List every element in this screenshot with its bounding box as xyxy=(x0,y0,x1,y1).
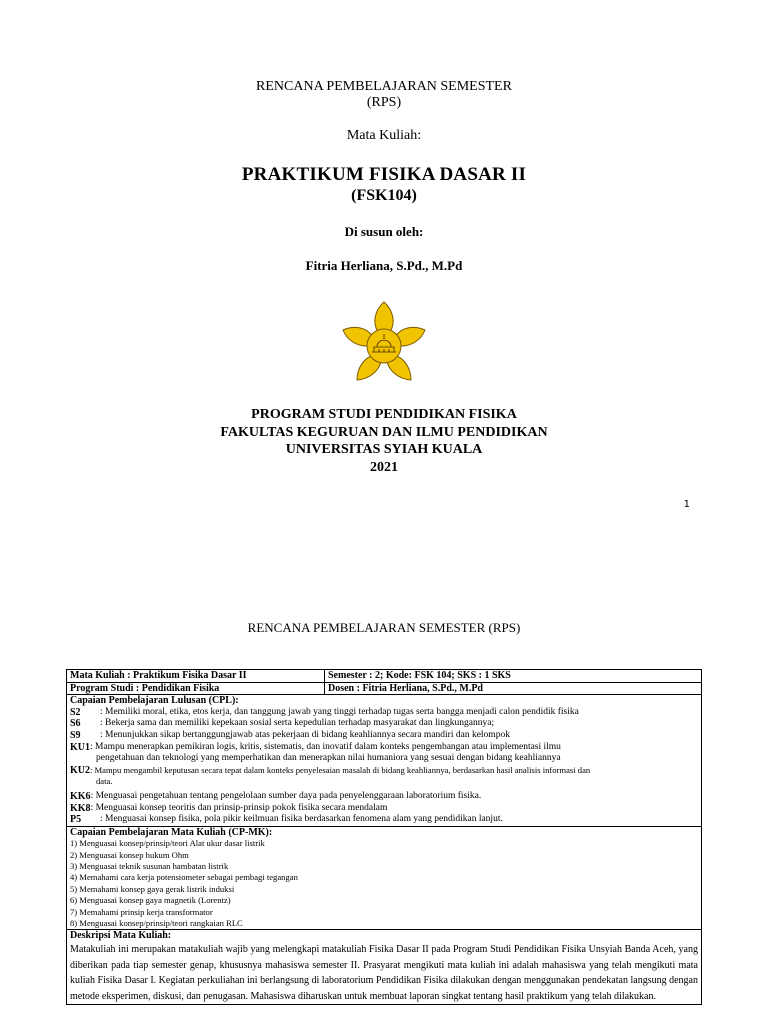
kk-item: P5 : Menguasai konsep fisika, pola pikir keilmuan fisika berdasarkan fenomena alam yang pendidikan lanjut. xyxy=(70,814,503,826)
cpl-item: S6 : Bekerja sama dan memiliki kepekaan sosial serta kepedulian terhadap masyarakat dan lingkungannya; xyxy=(70,718,495,730)
university-crest-icon xyxy=(339,300,429,384)
cpl-title: Capaian Pembelajaran Lulusan (CPL): xyxy=(70,695,239,707)
cpmk-item: 2) Menguasai konsep hukum Ohm xyxy=(70,849,189,860)
cpl-item: S2 : Memiliki moral, etika, etos kerja, dan tanggung jawab yang tinggi terhadap tugas serta bangga menjadi calon pendidik fisika xyxy=(70,706,579,718)
rps-table xyxy=(66,669,702,1005)
ku1-continuation: pengetahuan dan teknologi yang memperhatikan dan menerapkan nilai humaniora yang sesuai dengan bidang keahliannya xyxy=(96,753,561,764)
description-text: Matakuliah ini merupakan matakuliah wajib yang melengkapi matakuliah Fisika Dasar II pada Program Studi Pendidikan Fisika Unsyiah Banda Aceh, yang diberikan pada tiap semester genap, khususnya mahasiswa semester II. Prasyarat mengikuti mata kuliah ini adalah mahasiswa yang telah mengikuti mata kuliah Fisika Dasar I. Kegiatan perkuliahan ini berlangsung di laboratorium Pendidikan Fisika dilakukan dengan menggunakan pendekatan langsung dengan metode eksperimen, diskusi, dan penugasan. Mahasiswa diharuskan untuk membuat laporan singkat tentang hasil praktikum yang telah dilakukan. xyxy=(70,943,698,1002)
author-name: Fitria Herliana, S.Pd., M.Pd xyxy=(305,258,463,273)
program-line1: PROGRAM STUDI PENDIDIKAN FISIKA xyxy=(251,407,517,422)
program-line2: FAKULTAS KEGURUAN DAN ILMU PENDIDIKAN xyxy=(220,425,548,440)
cpmk-item: 5) Memahami konsep gaya gerak listrik induksi xyxy=(70,883,235,894)
description-title: Deskripsi Mata Kuliah: xyxy=(70,930,172,942)
ku2-continuation: data. xyxy=(96,776,113,787)
description-cell xyxy=(67,930,702,1005)
cover-year: 2021 xyxy=(370,460,398,475)
cpmk-item: 4) Memahami cara kerja potensiometer sebagai pembagi tegangan xyxy=(70,872,298,883)
cpmk-title: Capaian Pembelajaran Mata Kuliah (CP-MK): xyxy=(70,826,273,838)
course-cell: Mata Kuliah : Praktikum Fisika Dasar II xyxy=(67,670,325,683)
cpmk-item: 3) Menguasai teknik susunan hambatan listrik xyxy=(70,860,229,871)
table-row xyxy=(67,695,702,827)
cover-title-line1: RENCANA PEMBELAJARAN SEMESTER xyxy=(256,79,512,94)
cpmk-item: 1) Menguasai konsep/prinsip/teori Alat ukur dasar listrik xyxy=(70,838,265,849)
author-label: Di susun oleh: xyxy=(344,224,424,239)
lecturer-cell: Dosen : Fitria Herliana, S.Pd., M.Pd xyxy=(325,682,702,695)
program-line3: UNIVERSITAS SYIAH KUALA xyxy=(285,442,483,457)
table-row xyxy=(67,826,702,930)
page-number: 1 xyxy=(683,499,690,510)
cpmk-item: 8) Menguasai konsep/prinsip/teori rangkaian RLC xyxy=(70,917,243,928)
page2-heading: RENCANA PEMBELAJARAN SEMESTER (RPS) xyxy=(247,620,521,635)
kk-item: KK6 : Menguasai pengetahuan tentang pengelolaan sumber daya pada penyelenggaraan laboratorium fisika. xyxy=(70,790,482,802)
cpl-item: S9 : Menunjukkan sikap bertanggungjawab atas pekerjaan di bidang keahliannya secara mandiri dan kelompok xyxy=(70,729,510,741)
cpmk-cell xyxy=(67,826,702,930)
table-row xyxy=(67,670,702,683)
ku1-item: KU1 : Mampu menerapkan pemikiran logis, kritis, sistematis, dan inovatif dalam konteks pengembangan atau implementasi ilmu xyxy=(70,741,561,753)
kk-item: KK8 : Menguasai konsep teoritis dan prinsip-prinsip pokok fisika secara mendalam xyxy=(70,802,388,814)
cover-title-line2: (RPS) xyxy=(366,95,402,110)
program-cell: Program Studi : Pendidikan Fisika xyxy=(67,682,325,695)
semester-cell: Semester : 2; Kode: FSK 104; SKS : 1 SKS xyxy=(325,670,702,683)
ku2-item: KU2 : Mampu mengambil keputusan secara tepat dalam konteks penyelesaian masalah di bidang keahliannya, berdasarkan hasil analisis informasi dan xyxy=(70,764,591,776)
table-row xyxy=(67,930,702,1005)
cpmk-item: 7) Memahami prinsip kerja transformator xyxy=(70,906,213,917)
table-row xyxy=(67,682,702,695)
cpl-cell xyxy=(67,695,702,827)
course-label: Mata Kuliah: xyxy=(346,128,422,143)
course-code: (FSK104) xyxy=(351,187,417,204)
course-name: PRAKTIKUM FISIKA DASAR II xyxy=(241,164,527,185)
cpmk-item: 6) Menguasai konsep gaya magnetik (Lorentz) xyxy=(70,895,231,906)
